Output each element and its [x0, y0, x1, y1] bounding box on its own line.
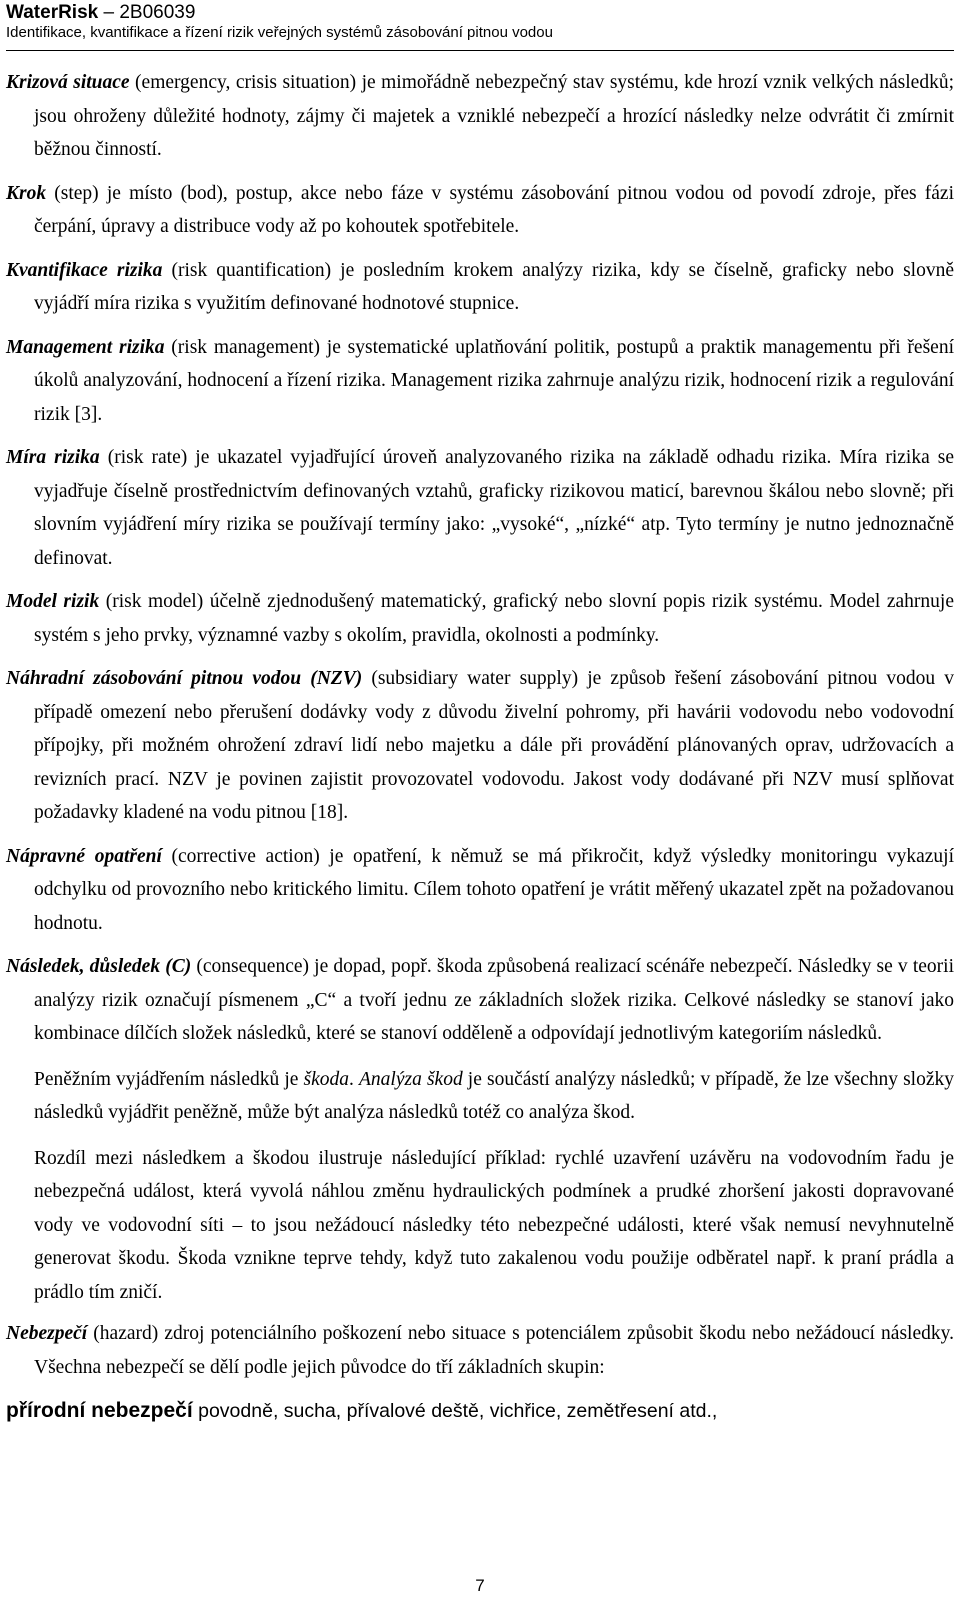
page-header — [6, 0, 954, 42]
entry-text: (corrective action) je opatření, k němuž se má přikročit, když výsledky monitoringu vykazují odchylku od provozního nebo kritického limitu. Cílem tohoto opatření je vrátit měřený ukazatel zpět na požadovanou hodnotu. — [34, 845, 955, 934]
entry-text: (subsidiary water supply) je způsob řešení zásobování pitnou vodou v případě omezení nebo přerušení dodávky vody z důvodu živelní pohromy, při havárii vodovodu nebo vodovodní přípojky, při možném ohrožení zdraví lidí nebo majetku a dále při provádění plánovaných oprav, udržovacích a revizních prací. NZV je povinen zajistit provozovatel vodovodu. Jakost vody dodávané při NZV musí splňovat požadavky kladené na vodu pitnou [18]. — [34, 668, 954, 823]
example-paragraph: Rozdíl mezi následkem a škodou ilustruje následující příklad: rychlé uzavření uzávěru na vodovodním řadu je nebezpečná událost, která vyvolá náhlou změnu hydraulických podmínek a prudké zhoršení jakosti dopravované vody ve vodovodní síti – to jsou nežádoucí následky této nebezpečné události, které však nemusí nevyhnutelně generovat škodu. Škoda vznikne teprve tehdy, když tuto zakalenou vodu použije odběratel např. k praní prádla a prádlo tím zničí. — [34, 1147, 954, 1303]
entry-model-rizik — [6, 585, 954, 652]
header-subtitle: Identifikace, kvantifikace a řízení rizik veřejných systémů zásobování pitnou vodou — [6, 24, 553, 41]
damage-text-2: . — [349, 1068, 360, 1090]
entry-napravne-opatreni — [6, 840, 954, 941]
entry-term: Krizová situace — [6, 72, 130, 93]
header-title — [6, 1, 954, 24]
glossary-content — [6, 66, 954, 1450]
entry-nahradni-zasobovani — [6, 662, 954, 830]
entry-term: Náhradní zásobování pitnou vodou (NZV) — [6, 668, 363, 689]
entry-text: (step) je místo (bod), postup, akce nebo fáze v systému zásobování pitnou vodou od povodí zdroje, přes fázi čerpání, úpravy a distribuce vody až po kohoutek spotřebitele. — [34, 182, 954, 237]
entry-text: (risk model) účelně zjednodušený matematický, grafický nebo slovní popis rizik systému. Model zahrnuje systém s jeho prvky, významné vazby s okolím, pravidla, okolnosti a podmínky. — [34, 591, 954, 646]
natural-hazards-term: přírodní nebezpečí — [6, 1399, 193, 1422]
entry-text: (consequence) je dopad, popř. škoda způsobená realizací scénáře nebezpečí. Následky se v teorii analýzy rizik označují písmenem „C“ a tvoří jednu ze základních složek rizika. Celkové následky se stanoví jako kombinace dílčích složek následků, které se stanoví odděleně a odpovídají jednotlivým kategoriím následků. — [34, 956, 954, 1044]
entry-term: Nápravné opatření — [6, 845, 162, 867]
page-number: 7 — [475, 1576, 485, 1595]
header-rule — [6, 50, 954, 51]
entry-text: (hazard) zdroj potenciálního poškození nebo situace s potenciálem způsobit škodu nebo nežádoucí následky. Všechna nebezpečí se dělí podle jejich původce do tří základních skupin: — [34, 1323, 954, 1378]
damage-text-3: je součástí analýzy následků; v případě, že lze všechny složky následků vyjádřit peněžně, může být analýza následků totéž co analýza škod. — [34, 1068, 954, 1123]
entry-text: (risk quantification) je posledním krokem analýzy rizika, kdy se číselně, graficky nebo slovně vyjádří míra rizika s využitím definované hodnotové stupnice. — [34, 259, 954, 314]
entry-text: (risk rate) je ukazatel vyjadřující úroveň analyzovaného rizika na základě odhadu rizika. Míra rizika se vyjadřuje číselně prostřednictvím definovaných vztahů, graficky rizikovou maticí, barevnou škálou nebo slovně; při slovním vyjádření míry rizika se používají termíny jako: „vysoké“, „nízké“ atp. Tyto termíny je nutno jednoznačně definovat. — [34, 447, 955, 569]
entry-term: Míra rizika — [6, 447, 100, 468]
entry-term: Následek, důsledek (C) — [6, 956, 192, 977]
natural-hazards-item — [6, 1394, 954, 1429]
damage-term-analyza: Analýza škod — [359, 1068, 463, 1090]
entry-term: Kvantifikace rizika — [6, 259, 163, 281]
entry-nasledek — [6, 950, 954, 1051]
entry-term: Model rizik — [6, 591, 100, 612]
damage-paragraph — [34, 1063, 954, 1130]
entry-management-rizika — [6, 331, 954, 432]
entry-krok — [6, 177, 954, 244]
entry-term: Krok — [6, 182, 47, 204]
entry-mira-rizika — [6, 441, 954, 575]
damage-term-skoda: škoda — [303, 1068, 350, 1090]
natural-hazards-text: povodně, sucha, přívalové deště, vichřice, zemětřesení atd., — [192, 1400, 718, 1422]
entry-krizova-situace — [6, 66, 954, 167]
entry-kvantifikace-rizika — [6, 254, 954, 321]
damage-text-1: Peněžním vyjádřením následků je — [34, 1068, 304, 1090]
entry-text: (risk management) je systematické uplatňování politik, postupů a praktik managementu při řešení úkolů analyzování, hodnocení a řízení rizika. Management rizika zahrnuje analýzu rizik, hodnocení rizik a regulování rizik [3]. — [34, 336, 954, 425]
entry-text: (emergency, crisis situation) je mimořádně nebezpečný stav systému, kde hrozí vznik velkých následků; jsou ohroženy důležité hodnoty, zájmy či majetek a vzniklé nebezpečí a hrozící následky nelze odvrátit či zmírnit běžnou činností. — [34, 72, 955, 160]
header-code: – 2B06039 — [103, 2, 196, 23]
entry-term: Nebezpečí — [6, 1323, 88, 1344]
entry-term: Management rizika — [6, 336, 165, 358]
entry-nebezpeci — [6, 1317, 954, 1384]
header-brand: WaterRisk — [6, 2, 99, 23]
